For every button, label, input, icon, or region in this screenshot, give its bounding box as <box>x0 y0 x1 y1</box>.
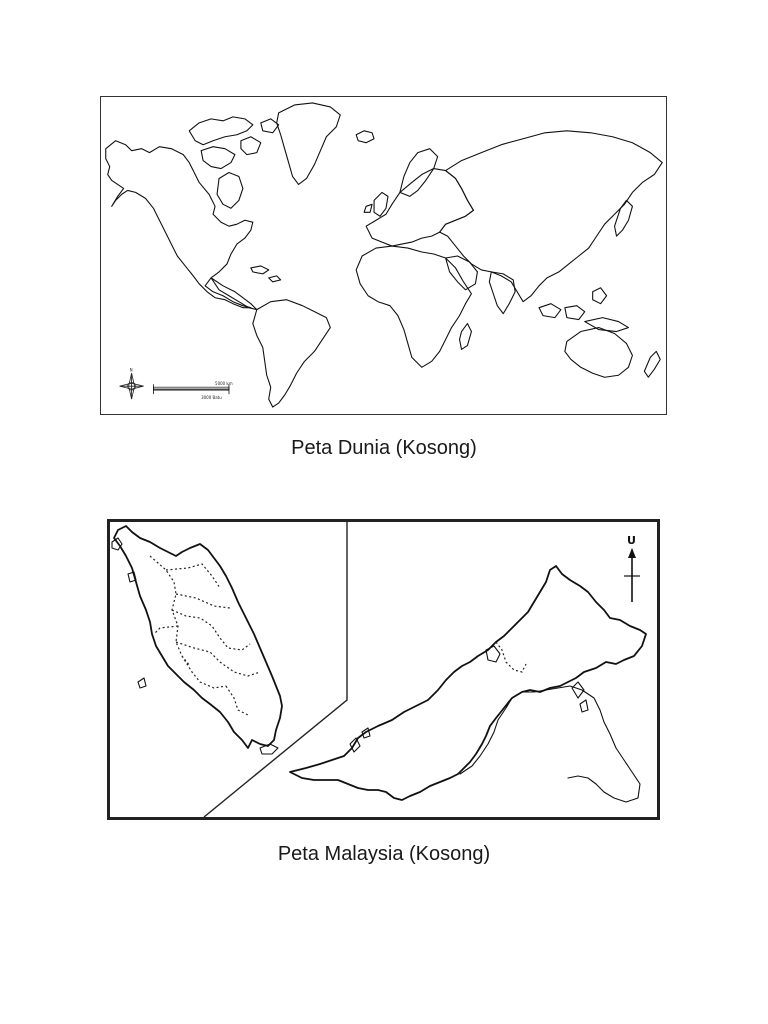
hudson-bay-outline <box>217 173 243 209</box>
world-map-caption: Peta Dunia (Kosong) <box>291 437 477 459</box>
australia-outline <box>565 328 633 378</box>
inset-divider <box>204 522 347 817</box>
scandinavia-outline <box>400 149 438 197</box>
east-malaysia-outline <box>290 566 646 800</box>
asia-outline <box>440 131 663 302</box>
caribbean-outline <box>251 266 281 282</box>
greenland-outline <box>277 103 341 184</box>
sabah-east-islands <box>572 682 588 712</box>
india-outline <box>489 272 515 314</box>
iceland-outline <box>356 131 374 143</box>
north-america-outline <box>106 141 253 308</box>
brunei-outline <box>486 646 500 662</box>
penang-island-outline <box>138 678 146 688</box>
compass-rose-icon <box>120 367 144 399</box>
malaysia-map <box>107 519 660 820</box>
langkawi-island-outline <box>112 538 136 582</box>
east-malaysia-interior-border <box>460 686 640 802</box>
peninsular-malaysia-outline <box>114 526 282 748</box>
arctic-islands-outline <box>189 117 278 169</box>
british-isles-outline <box>364 192 388 216</box>
south-america-outline <box>253 300 331 407</box>
new-zealand-outline <box>644 351 660 377</box>
brunei-border <box>496 642 526 672</box>
europe-outline <box>366 169 473 247</box>
state-borders-peninsular <box>150 556 260 716</box>
arabia-outline <box>446 256 478 290</box>
svg-text:N: N <box>129 367 133 373</box>
north-arrow-icon <box>624 534 640 602</box>
madagascar-outline <box>460 324 472 350</box>
malaysia-map-outline <box>110 522 657 817</box>
africa-outline <box>356 246 471 367</box>
scale-bar-label-top: 5000 km <box>215 381 233 387</box>
north-arrow-label: U <box>627 534 636 547</box>
world-map <box>100 96 667 415</box>
scale-bar <box>153 381 232 400</box>
world-map-outline <box>101 97 666 414</box>
malaysia-map-caption: Peta Malaysia (Kosong) <box>277 843 491 865</box>
southeast-asia-islands-outline <box>539 288 628 332</box>
scale-bar-label-bottom: 3000 Batu <box>201 395 222 401</box>
